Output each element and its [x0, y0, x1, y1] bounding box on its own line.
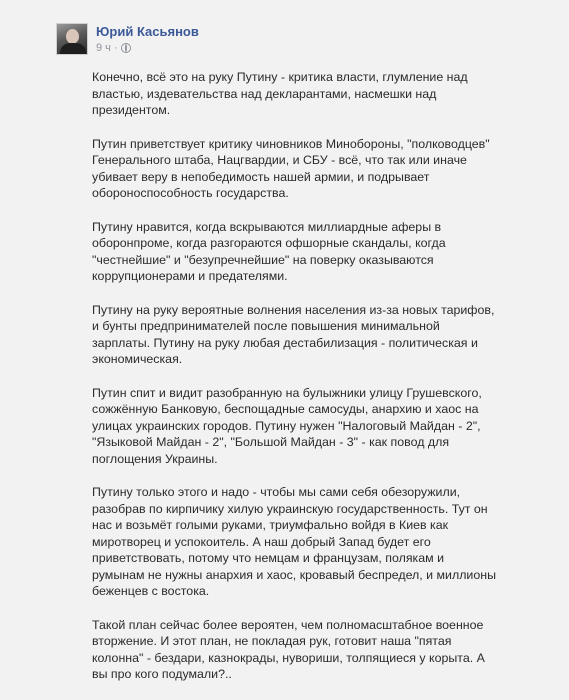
- author-avatar[interactable]: [56, 23, 88, 55]
- post-paragraph-1: Конечно, всё это на руку Путину - критика власти, глумление над властью, издевательства над декларантами, насмешки над президентом.: [92, 70, 468, 117]
- post-paragraph-5: Путин спит и видит разобранную на булыжники улицу Грушевского, сожжённую Банковую, беспощадные самосуды, анархию и хаос на улицах украинских городов. Путину нужен "Налоговый Майдан - 2", "Языковой Майдан - 2", "Большой Майдан - 3" - как повод для поглощения Украины.: [92, 385, 482, 466]
- post-paragraph-4: Путину на руку вероятные волнения населения из-за новых тарифов, и бунты предпринимателей после повышения минимальной зарплаты. Путину на руку любая дестабилизация - политическая и экономическая.: [92, 302, 495, 366]
- post-header: [56, 23, 516, 63]
- post-paragraph-3: Путину нравится, когда вскрываются миллиардные аферы в оборонпроме, когда разгораются офшорные скандалы, когда "честнейшие" и "безупречнейшие" на поверку оказываются коррупционерами и предателями.: [92, 219, 446, 283]
- avatar-head-shape: [66, 29, 79, 44]
- avatar-body-shape: [60, 43, 86, 55]
- post-paragraph-7: Такой план сейчас более вероятен, чем полномасштабное военное вторжение. И этот план, не покладая рук, готовит наша "пятая колонна" - бездари, казнокрады, нувориши, толпящиеся у корыта. А вы про кого подумали?..: [92, 617, 485, 681]
- post-meta: [96, 42, 131, 54]
- author-name-link[interactable]: Юрий Касьянов: [96, 24, 199, 39]
- meta-separator: ·: [113, 42, 118, 54]
- post-timestamp[interactable]: 9 ч: [96, 42, 111, 54]
- post-paragraph-2: Путин приветствует критику чиновников Минобороны, "полководцев" Генерального штаба, Нацгвардии, и СБУ - всё, что так или иначе убивает веру в непобедимость нашей армии, и подрывает обороноспособность государства.: [92, 136, 490, 200]
- post-body: [92, 69, 512, 700]
- post-paragraph-6: Путину только этого и надо - чтобы мы сами себя обезоружили, разобрав по кирпичику хилую украинскую государственность. Тут он нас и возьмёт голыми руками, триумфально войдя в Киев как миротворец и успокоитель. А наш добрый Запад будет его приветствовать, потому что немцам и французам, полякам и румынам не нужны анархия и хаос, кровавый беспредел, и миллионы беженцев с востока.: [92, 485, 496, 598]
- globe-icon[interactable]: [121, 43, 131, 53]
